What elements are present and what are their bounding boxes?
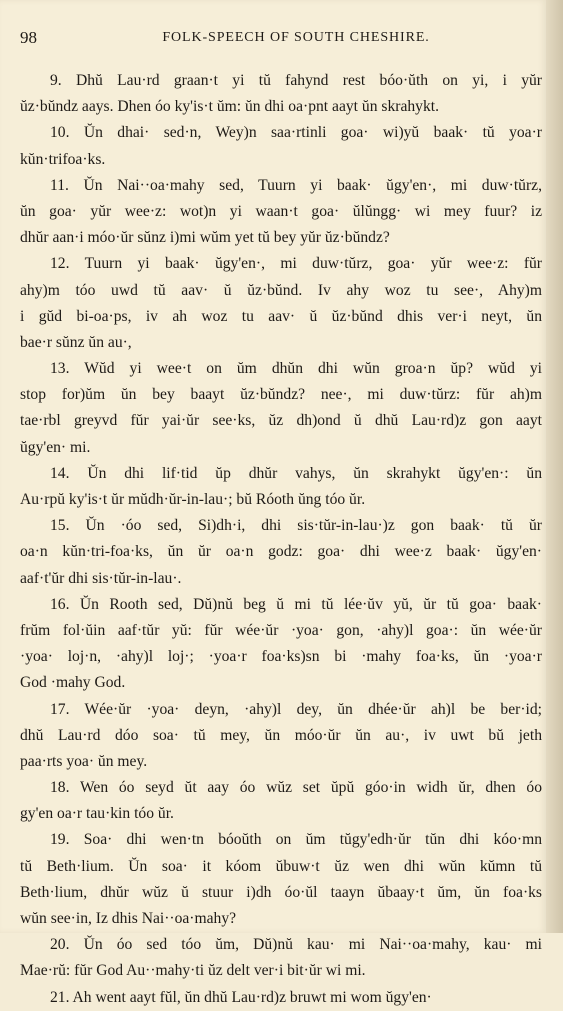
text-line: tae·rbl greyvd fŭr yai·ŭr see·ks, ŭz dh)ond ŭ dhŭ Lau·rd)z gon aayt: [20, 412, 542, 430]
page-header: [20, 28, 542, 50]
text-line: 19. Soa· dhi wen·tn bóoŭth on ŭm tŭgy'edh·ŭr tŭn dhi kóo·mn: [50, 831, 542, 849]
verse-paragraph: [20, 775, 542, 827]
text-line: ŭz·bŭndz aays. Dhen óo ky'is·t ŭm: ŭn dhi oa·pnt aayt ŭn skrahykt.: [20, 98, 439, 116]
text-line: stop for)ŭm ŭn bey baayt ŭz·bŭndz? nee·, mi duw·tŭrz: fŭr ah)m: [20, 386, 542, 404]
text-line: 18. Wen óo seyd ŭt aay óo wŭz set ŭpŭ góo·in widh ŭr, dhen óo: [50, 779, 542, 797]
running-head: FOLK-SPEECH OF SOUTH CHESHIRE.: [162, 30, 430, 45]
text-line: 16. Ŭn Rooth sed, Dŭ)nŭ beg ŭ mi tŭ lée·ŭv yŭ, ŭr tŭ goa· baak·: [50, 595, 542, 613]
text-line: dhŭ Lau·rd dóo soa· tŭ mey, ŭn móo·ŭr ŭn au·, iv uwt bŭ jeth: [20, 726, 542, 744]
text-line: gy'en oa·r tau·kin tóo ŭr.: [20, 805, 174, 823]
verse-paragraph: [20, 68, 542, 120]
verse-paragraph: [20, 513, 542, 592]
text-line: bae·r sŭnz ŭn au·,: [20, 333, 132, 351]
text-line: oa·n kŭn·tri-foa·ks, ŭn ŭr oa·n godz: goa· dhi wee·z baak· ŭgy'en·: [20, 543, 542, 561]
text-line: Beth·lium, dhŭr wŭz ŭ stuur i)dh óo·ŭl taayn ŭbaay·t ŭm, ŭn foa·ks: [20, 883, 542, 901]
page-number: 98: [20, 28, 37, 47]
text-line: dhŭr aan·i móo·ŭr sŭnz i)mi wŭm yet tŭ bey yŭr ŭz·bŭndz?: [20, 229, 390, 247]
text-line: 12. Tuurn yi baak· ŭgy'en·, mi duw·tŭrz, goa· yŭr wee·z: fŭr: [50, 255, 542, 273]
verse-paragraph: [20, 985, 542, 1011]
text-line: 10. Ŭn dhai· sed·n, Wey)n saa·rtinli goa· wi)yŭ baak· tŭ yoa·r: [50, 124, 542, 142]
verse-paragraph: [20, 827, 542, 932]
text-line: 11. Ŭn Nai··oa·mahy sed, Tuurn yi baak· ŭgy'en·, mi duw·tŭrz,: [50, 176, 542, 194]
text-line: ·yoa· loj·n, ·ahy)l loj·; ·yoa·r foa·ks)sn bi ·mahy foa·ks, ŭn ·yoa·r: [20, 648, 542, 666]
verse-paragraph: [20, 592, 542, 697]
verse-paragraph: [20, 932, 542, 984]
verse-paragraph: [20, 173, 542, 252]
text-line: ahy)m tóo uwd tŭ aav· ŭ ŭz·bŭnd. Iv ahy woz tu see·, Ahy)m: [20, 281, 542, 299]
text-line: 21. Ah went aayt fŭl, ŭn dhŭ Lau·rd)z bruwt mi wom ŭgy'en·: [50, 988, 432, 1006]
text-line: God ·mahy God.: [20, 674, 126, 692]
text-line: 13. Wŭd yi wee·t on ŭm dhŭn dhi wŭn groa·n ŭp? wŭd yi: [50, 360, 542, 378]
text-line: Au·rpŭ ky'is·t ŭr mŭdh·ŭr-in-lau·; bŭ Róoth ŭng tóo ŭr.: [20, 491, 366, 508]
text-line: kŭn·trifoa·ks.: [20, 150, 106, 168]
text-line: 9. Dhŭ Lau·rd graan·t yi tŭ fahynd rest bóo·ŭth on yi, i yŭr: [50, 72, 542, 89]
text-line: 20. Ŭn óo sed tóo ŭm, Dŭ)nŭ kau· mi Nai··oa·mahy, kau· mi: [50, 936, 542, 954]
text-line: 15. Ŭn ·óo sed, Si)dh·i, dhi sis·tŭr-in-lau·)z gon baak· tŭ ŭr: [50, 517, 542, 535]
text-line: wŭn see·in, Iz dhis Nai··oa·mahy?: [20, 910, 237, 927]
verse-paragraph: [20, 251, 542, 356]
text-line: 17. Wée·ŭr ·yoa· deyn, ·ahy)l dey, ŭn dhée·ŭr ah)l be ber·id;: [50, 700, 542, 718]
book-gutter: [546, 0, 563, 933]
verse-paragraph: [20, 697, 542, 776]
text-line: tŭ Beth·lium. Ŭn soa· it kóom ŭbuw·t ŭz wen dhi wŭn kŭmn tŭ: [20, 857, 542, 875]
text-line: aaf·t'ŭr dhi sis·tŭr-in-lau·.: [20, 569, 182, 587]
verse-paragraph: [20, 120, 542, 172]
verse-paragraph: [20, 461, 542, 513]
text-line: 14. Ŭn dhi lif·tid ŭp dhŭr vahys, ŭn skrahykt ŭgy'en·: ŭn: [50, 464, 542, 482]
verse-paragraph: [20, 356, 542, 461]
text-line: ŭn goa· yŭr wee·z: wot)n yi waan·t goa· ŭlŭngg· wi mey fuur? iz: [20, 202, 542, 220]
text-line: frŭm fol·ŭin aaf·tŭr yŭ: fŭr wée·ŭr ·yoa· gon, ·ahy)l goa·: ŭn wée·ŭr: [20, 621, 542, 639]
text-line: paa·rts yoa· ŭn mey.: [20, 752, 148, 770]
body-text: [20, 68, 542, 1011]
text-line: ŭgy'en· mi.: [20, 438, 91, 456]
text-line: i gŭd bi-oa·ps, iv ah woz tu aav· ŭ ŭz·bŭnd dhis ver·i neyt, ŭn: [20, 307, 542, 325]
text-line: Mae·rŭ: fŭr God Au··mahy·ti ŭz delt ver·i bit·ŭr wi mi.: [20, 962, 366, 980]
